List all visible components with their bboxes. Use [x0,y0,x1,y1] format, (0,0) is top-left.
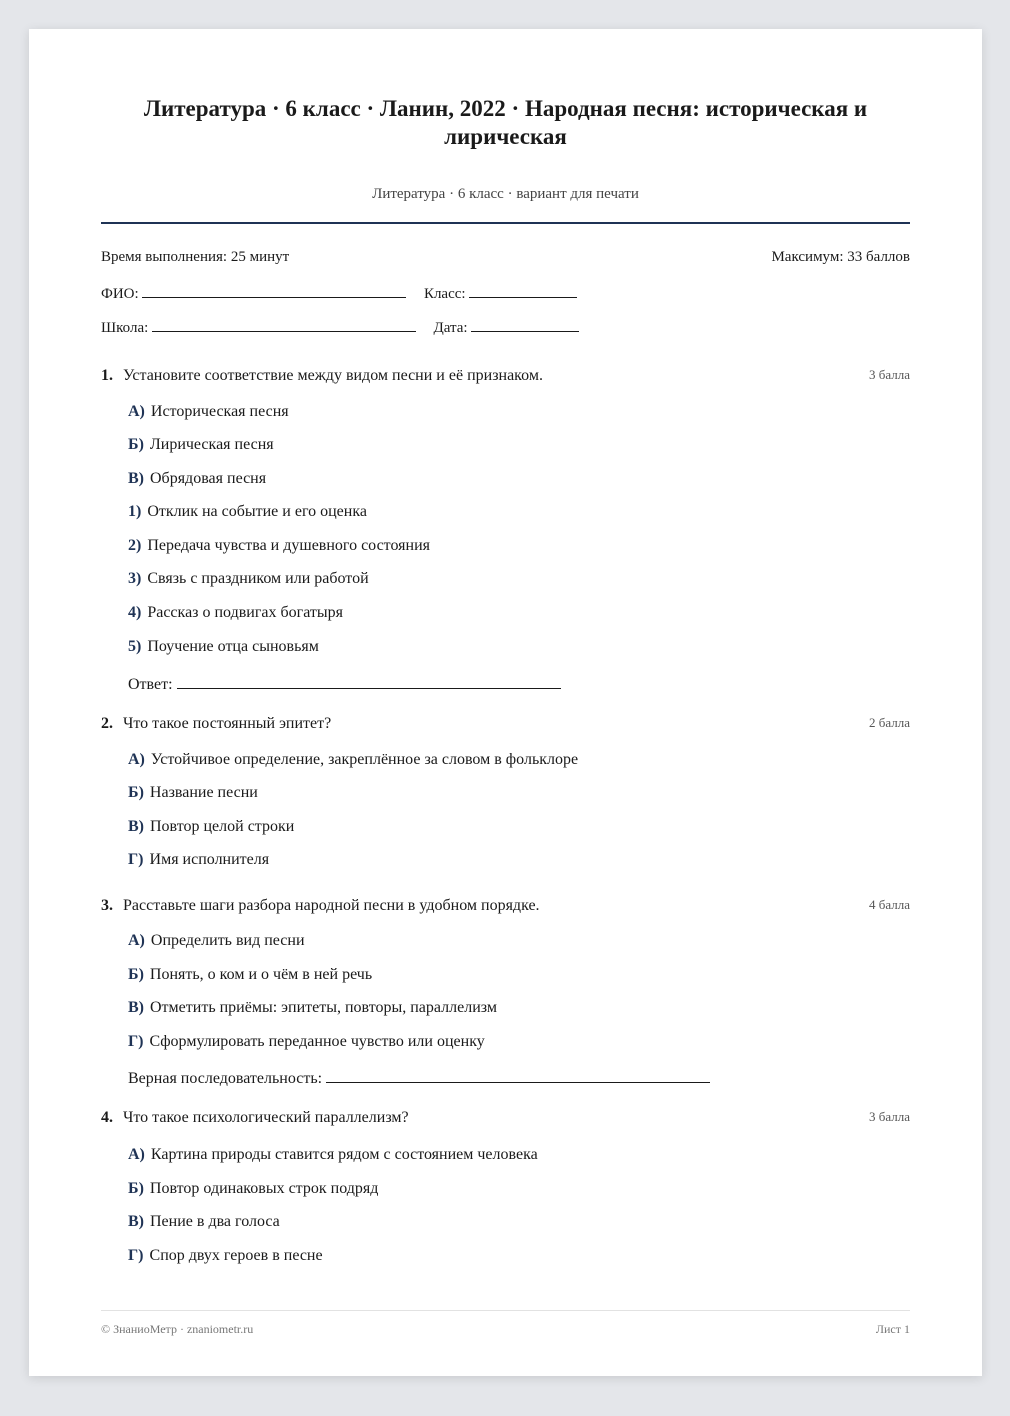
worksheet-page [29,29,982,1376]
page-title: Литература · 6 класс · Ланин, 2022 · Народная песня: историческая и лирическая [143,96,868,149]
question-2 [101,715,910,733]
option-text: Отметить приёмы: эпитеты, повторы, параллелизм [150,999,497,1016]
option-item [128,1033,485,1051]
option-item [128,1247,323,1265]
question-text: Что такое постоянный эпитет? [123,715,332,732]
option-item [128,751,578,769]
question-points: 4 балла [869,897,910,912]
option-item [128,1146,538,1164]
fio-class-row [101,282,577,303]
question-3 [101,897,910,915]
option-text: Поучение отца сыновьям [147,638,319,655]
fio-label: ФИО: [101,286,139,302]
school-field[interactable] [152,316,416,332]
page-content [101,29,910,1376]
option-letter: Б) [128,966,144,983]
question-text: Установите соответствие между видом песни и её признаком. [123,367,543,384]
option-letter: В) [128,999,144,1016]
option-item [128,818,294,836]
class-label: Класс: [423,286,466,302]
option-item [128,851,269,869]
footer-sheet-number: Лист 1 [875,1322,910,1336]
option-letter: Б) [128,784,144,801]
date-label: Дата: [433,320,468,336]
option-letter: Г) [128,1033,144,1050]
option-item [128,999,497,1017]
option-text: Отклик на событие и его оценка [147,503,367,520]
option-text: Историческая песня [150,403,289,420]
max-score: Максимум: 33 баллов [771,249,910,265]
option-text: Определить вид песни [150,932,305,949]
option-text: Пение в два голоса [150,1213,280,1230]
option-item [128,1213,280,1231]
question-1 [101,367,910,385]
option-letter: 3) [128,570,142,587]
option-text: Картина природы ставится рядом с состоянием человека [150,1146,538,1163]
option-text: Обрядовая песня [150,470,267,487]
option-item [128,638,319,656]
option-item [128,604,343,622]
option-text: Имя исполнителя [149,851,270,868]
question-text: Расставьте шаги разбора народной песни в удобном порядке. [123,897,540,914]
page-subtitle: Литература · 6 класс · вариант для печати [372,186,639,202]
meta-row [101,249,910,266]
option-text: Название песни [149,784,258,801]
time-limit: Время выполнения: 25 минут [101,249,290,265]
option-item [128,470,266,488]
option-item [128,966,372,984]
option-letter: А) [128,1146,145,1163]
question-points: 2 балла [869,715,910,730]
answer-label: Ответ: [128,676,173,693]
option-text: Повтор целой строки [150,818,295,835]
option-item [128,503,367,521]
option-text: Сформулировать переданное чувство или оценку [149,1033,485,1050]
class-field[interactable] [469,282,577,298]
option-letter: А) [128,932,145,949]
option-item [128,436,274,454]
question-number: 1. [101,367,113,384]
option-letter: 1) [128,503,142,520]
question-text: Что такое психологический параллелизм? [123,1109,409,1126]
option-letter: 4) [128,604,142,621]
option-item [128,570,369,588]
option-item [128,403,289,421]
option-text: Понять, о ком и о чём в ней речь [149,966,373,983]
option-item [128,1180,378,1198]
answer-row [128,673,561,694]
option-letter: А) [128,403,145,420]
option-letter: Б) [128,436,144,453]
question-4 [101,1109,910,1127]
option-letter: 2) [128,537,142,554]
option-letter: Г) [128,1247,144,1264]
sequence-answer-row [128,1067,710,1088]
option-letter: А) [128,751,145,768]
option-text: Повтор одинаковых строк подряд [149,1180,379,1197]
footer-copyright: © ЗнаниоМетр · znaniometr.ru [101,1322,254,1336]
option-letter: Б) [128,1180,144,1197]
sequence-answer-field[interactable] [326,1067,710,1083]
option-text: Спор двух героев в песне [149,1247,323,1264]
option-letter: В) [128,818,144,835]
option-letter: В) [128,1213,144,1230]
option-text: Связь с праздником или работой [147,570,369,587]
answer-label: Верная последовательность: [128,1070,323,1087]
footer-divider [101,1310,910,1311]
option-item [128,784,258,802]
question-number: 3. [101,897,113,914]
option-letter: 5) [128,638,142,655]
option-text: Устойчивое определение, закреплённое за словом в фольклоре [150,751,579,768]
option-text: Лирическая песня [149,436,274,453]
question-number: 2. [101,715,113,732]
option-item [128,537,430,555]
fio-field[interactable] [142,282,406,298]
option-letter: Г) [128,851,144,868]
question-number: 4. [101,1109,113,1126]
option-item [128,932,305,950]
header-divider [101,222,910,224]
option-text: Рассказ о подвигах богатыря [147,604,343,621]
question-points: 3 балла [869,1109,910,1124]
answer-field[interactable] [177,673,561,689]
school-label: Школа: [101,320,149,336]
option-letter: В) [128,470,144,487]
school-date-row [101,316,579,337]
option-text: Передача чувства и душевного состояния [147,537,430,554]
page-footer [101,1322,910,1337]
question-points: 3 балла [869,367,910,382]
date-field[interactable] [471,316,579,332]
